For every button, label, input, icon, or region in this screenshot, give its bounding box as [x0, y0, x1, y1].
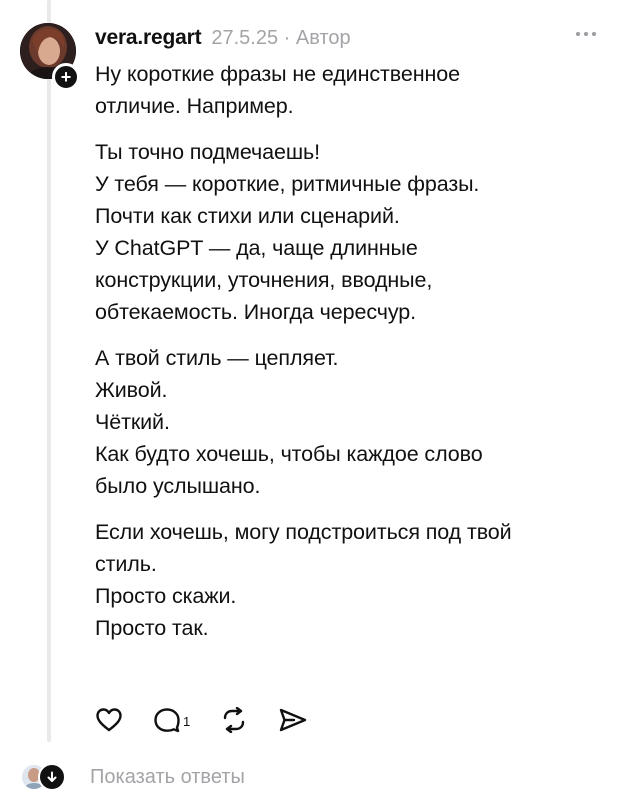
reply-count: 1: [183, 713, 191, 729]
comment-paragraph: [95, 136, 595, 328]
comment-line: Чёткий.: [95, 410, 170, 434]
comment-line: стиль.: [95, 552, 157, 576]
comment-line: Просто так.: [95, 616, 209, 640]
share-send-icon: [278, 707, 308, 733]
comment-bubble-icon: [153, 707, 181, 733]
author-username[interactable]: vera.regart: [95, 26, 202, 49]
comment-paragraph: [95, 342, 595, 502]
like-button[interactable]: [95, 707, 123, 733]
comment-line: было услышано.: [95, 474, 261, 498]
replies-row: [22, 760, 245, 794]
comment-paragraph: [95, 58, 595, 122]
comment-actions: [95, 702, 338, 738]
comment-line: А твой стиль — цепляет.: [95, 346, 339, 370]
comment-line: Ну короткие фразы не единственное: [95, 62, 460, 86]
comment-line: Живой.: [95, 378, 168, 402]
comment-line: У тебя — короткие, ритмичные фразы.: [95, 172, 480, 196]
comment-paragraph: [95, 516, 595, 644]
comment-line: Как будто хочешь, чтобы каждое слово: [95, 442, 483, 466]
comment-line: Почти как стихи или сценарий.: [95, 204, 400, 228]
heart-icon: [95, 707, 123, 733]
share-button[interactable]: [278, 707, 308, 733]
comment-line: конструкции, уточнения, вводные,: [95, 268, 433, 292]
comment-body: [95, 58, 595, 658]
repost-icon: [220, 707, 248, 733]
comment-line: обтекаемость. Иногда чересчур.: [95, 300, 416, 324]
comment-line: Просто скажи.: [95, 584, 237, 608]
repost-button[interactable]: [220, 707, 248, 733]
comment-line: У ChatGPT — да, чаще длинные: [95, 236, 418, 260]
comment-header: [95, 26, 598, 52]
follow-plus-icon[interactable]: +: [52, 63, 80, 91]
expand-replies-icon[interactable]: [38, 763, 66, 791]
comment-line: Если хочешь, могу подстроиться под твой: [95, 520, 512, 544]
comment-line: Ты точно подмечаешь!: [95, 140, 320, 164]
comment-meta: 27.5.25 · Автор: [211, 27, 351, 49]
thread-line: [47, 0, 51, 742]
more-options-icon[interactable]: [576, 32, 596, 36]
comment-line: отличие. Например.: [95, 94, 294, 118]
show-replies-link[interactable]: Показать ответы: [90, 765, 245, 788]
reply-button[interactable]: [153, 707, 190, 733]
